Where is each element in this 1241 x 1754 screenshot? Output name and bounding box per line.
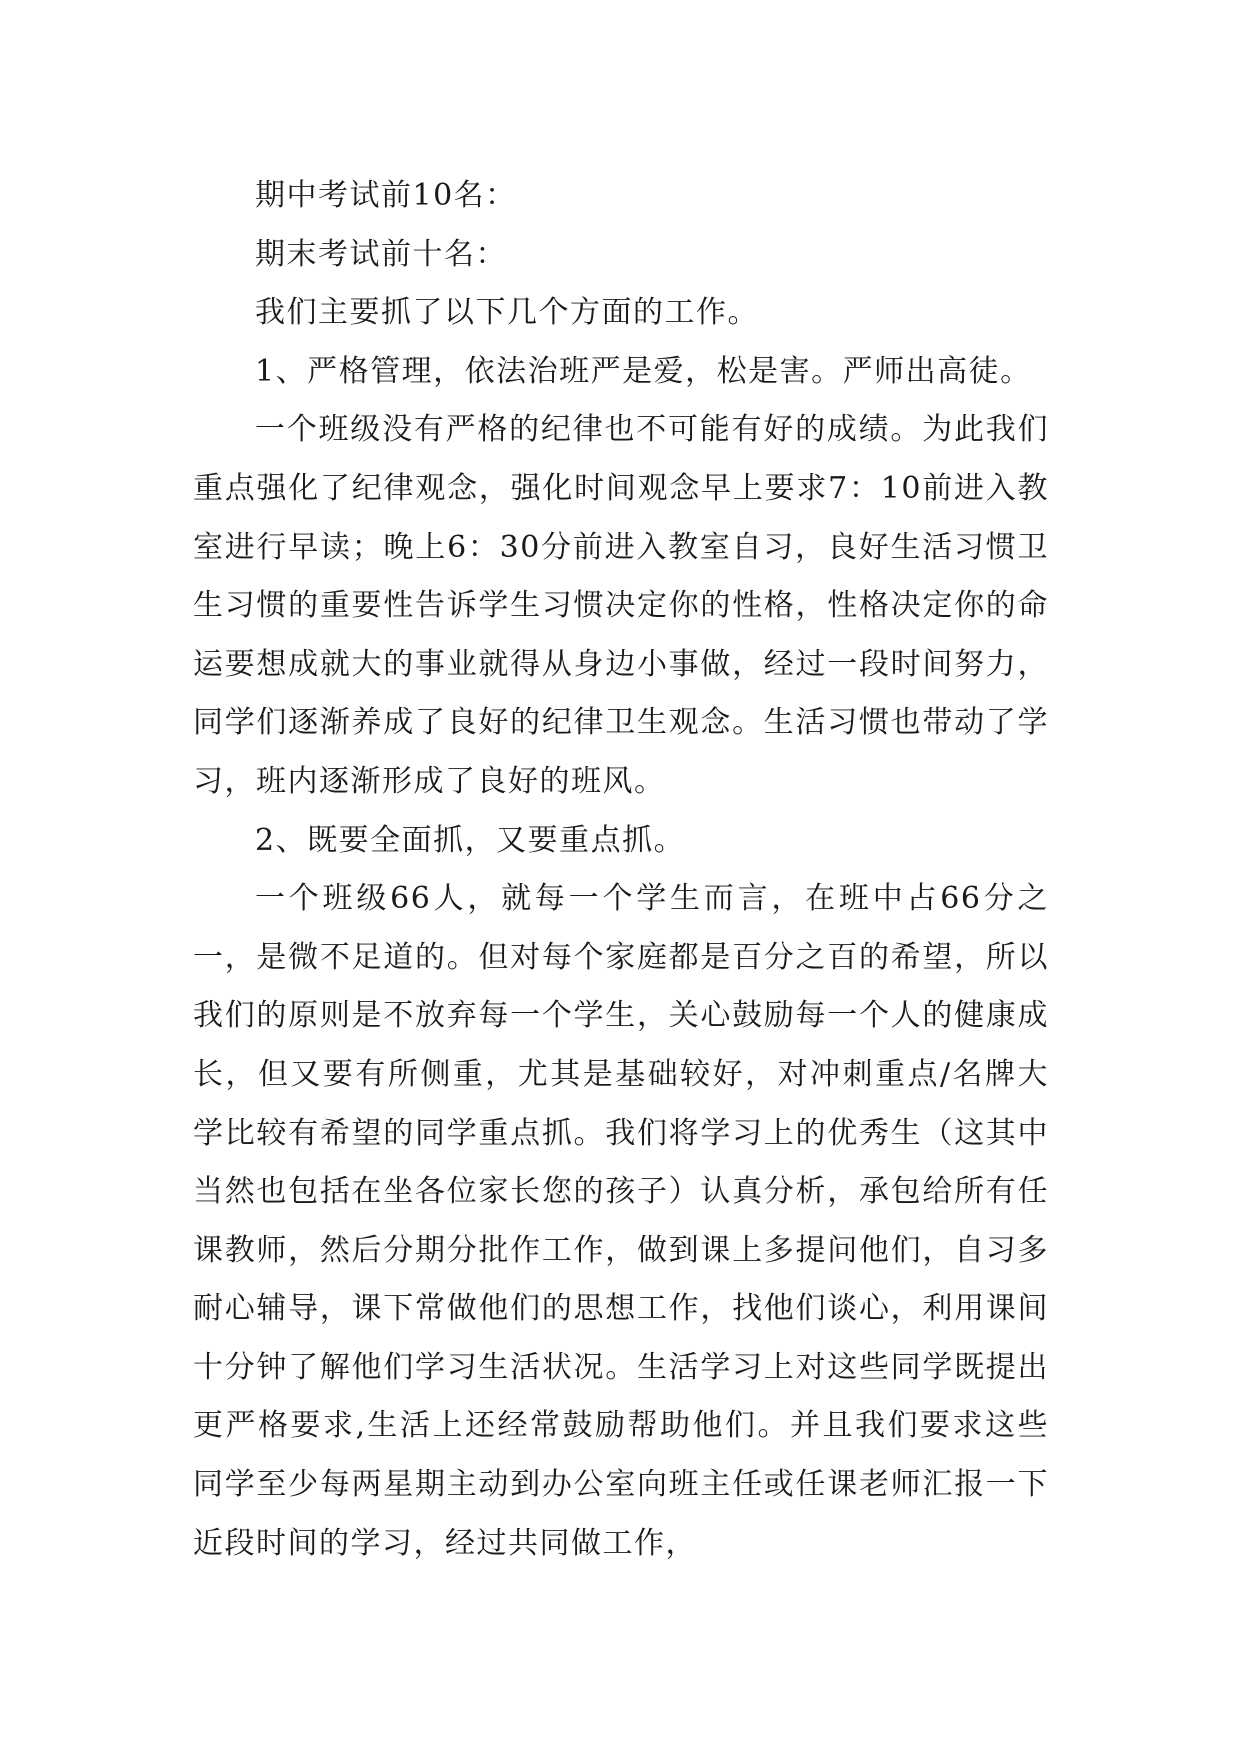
paragraph-point-1-heading: 1、严格管理，依法治班严是爱，松是害。严师出高徒。 xyxy=(255,353,1032,389)
paragraph-point-1-body: 一个班级没有严格的纪律也不可能有好的成绩。为此我们重点强化了纪律观念，强化时间观念早上要求7：10前进入教室进行早读；晚上6：30分前进入教室自习，良好生活习惯卫生习惯的重要性告诉学生习惯决定你的性格，性格决定你的命运要想成就大的事业就得从身边小事做，经过一段时间努力，同学们逐渐养成了良好的纪律卫生观念。生活习惯也带动了学习，班内逐渐形成了良好的班风。 xyxy=(193,412,1049,799)
paragraph-point-2-body: 一个班级66人，就每一个学生而言，在班中占66分之一，是微不足道的。但对每个家庭都是百分之百的希望，所以我们的原则是不放弃每一个学生，关心鼓励每一个人的健康成长，但又要有所侧重，尤其是基础较好，对冲刺重点/名牌大学比较有希望的同学重点抓。我们将学习上的优秀生（这其中当然也包括在坐各位家长您的孩子）认真分析，承包给所有任课教师，然后分期分批作工作，做到课上多提问他们，自习多耐心辅导，课下常做他们的思想工作，找他们谈心，利用课间十分钟了解他们学习生活状况。生活学习上对这些同学既提出更严格要求,生活上还经常鼓励帮助他们。并且我们要求这些同学至少每两星期主动到办公室向班主任或任课老师汇报一下近段时间的学习，经过共同做工作， xyxy=(193,881,1049,1561)
paragraph-work-intro: 我们主要抓了以下几个方面的工作。 xyxy=(255,295,759,331)
paragraph-midterm-top10: 期中考试前10名： xyxy=(255,178,517,213)
paragraph-final-top10: 期末考试前十名： xyxy=(255,236,507,272)
paragraph-point-2-heading: 2、既要全面抓，又要重点抓。 xyxy=(255,822,686,858)
document-body xyxy=(193,167,1049,1573)
